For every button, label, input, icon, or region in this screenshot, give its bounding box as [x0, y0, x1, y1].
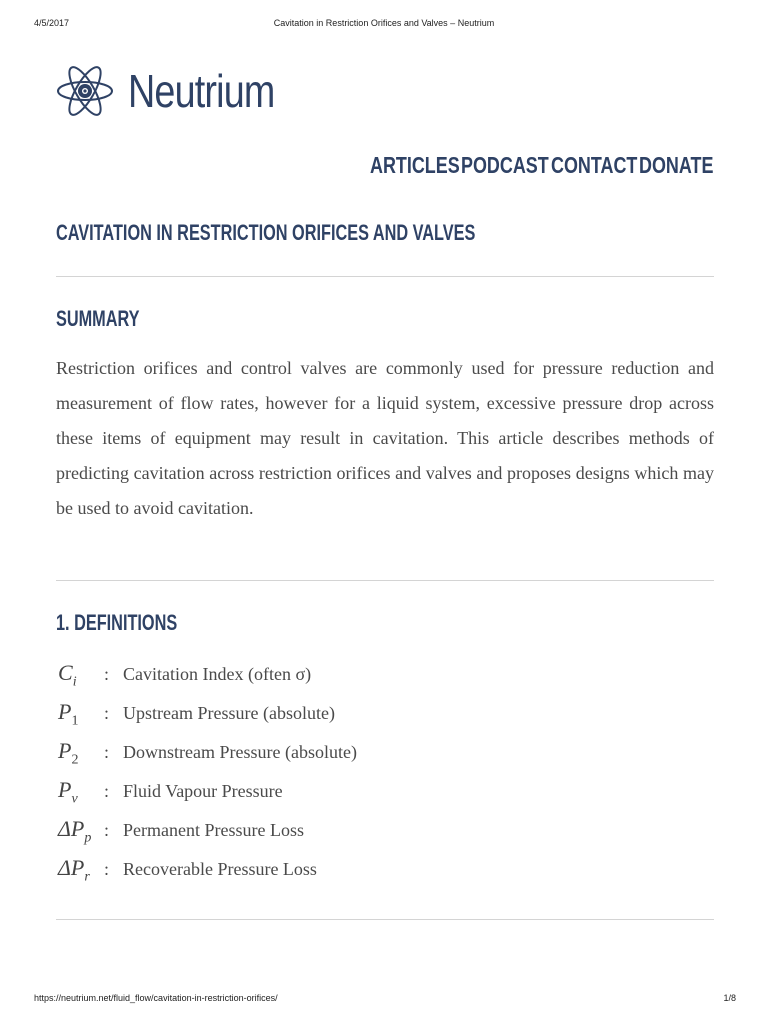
definition-row	[56, 695, 714, 734]
definitions-list	[56, 656, 714, 890]
definition-row	[56, 656, 714, 695]
atom-icon	[56, 60, 114, 122]
definition-colon: :	[104, 703, 110, 723]
divider	[56, 276, 714, 277]
nav-contact[interactable]: CONTACT	[551, 152, 638, 178]
definition-description: Downstream Pressure (absolute)	[123, 742, 357, 762]
divider	[56, 919, 714, 920]
print-url: https://neutrium.net/fluid_flow/cavitation-in-restriction-orifices/	[34, 993, 278, 1003]
definition-symbol: $P_2$	[58, 738, 79, 768]
definition-colon: :	[104, 664, 110, 684]
definition-symbol: $\Delta P_p$	[58, 816, 92, 846]
definition-row	[56, 773, 714, 812]
definition-symbol: $C_i$	[58, 660, 77, 690]
nav-podcast[interactable]: PODCAST	[461, 152, 549, 178]
nav-donate[interactable]: DONATE	[639, 152, 714, 178]
definition-symbol: $P_v$	[58, 777, 78, 807]
summary-heading: SUMMARY	[56, 306, 140, 331]
summary-paragraph: Restriction orifices and control valves are commonly used for pressure reduction and measurement of flow rates, however for a liquid system, excessive pressure drop across these items of equipment may result in cavitation. This article describes methods of predicting cavitation across restriction orifices and valves and proposes designs which may be used to avoid cavitation.	[56, 358, 714, 518]
definition-description: Cavitation Index (often σ)	[123, 664, 312, 684]
logo-text: Neutrium	[128, 65, 275, 117]
main-nav	[0, 152, 768, 182]
definition-description: Permanent Pressure Loss	[123, 820, 304, 840]
definition-colon: :	[104, 820, 110, 840]
definition-colon: :	[104, 859, 110, 879]
definition-row	[56, 851, 714, 890]
nav-articles[interactable]: ARTICLES	[370, 152, 460, 178]
definition-description: Fluid Vapour Pressure	[123, 781, 283, 801]
definition-description: Recoverable Pressure Loss	[123, 859, 317, 879]
page-number: 1/8	[723, 993, 736, 1003]
article-title: CAVITATION IN RESTRICTION ORIFICES AND VALVES	[56, 220, 476, 245]
definition-row	[56, 812, 714, 851]
site-logo[interactable]	[56, 60, 307, 122]
print-date: 4/5/2017	[34, 18, 70, 28]
print-title: Cavitation in Restriction Orifices and Valves – Neutrium	[273, 18, 495, 28]
definition-symbol: $P_1$	[58, 699, 79, 729]
definition-colon: :	[104, 781, 110, 801]
definition-row	[56, 734, 714, 773]
definitions-heading: 1. DEFINITIONS	[56, 610, 178, 635]
definition-symbol: $\Delta P_r$	[58, 855, 90, 885]
definition-colon: :	[104, 742, 110, 762]
definition-description: Upstream Pressure (absolute)	[123, 703, 335, 723]
divider	[56, 580, 714, 581]
